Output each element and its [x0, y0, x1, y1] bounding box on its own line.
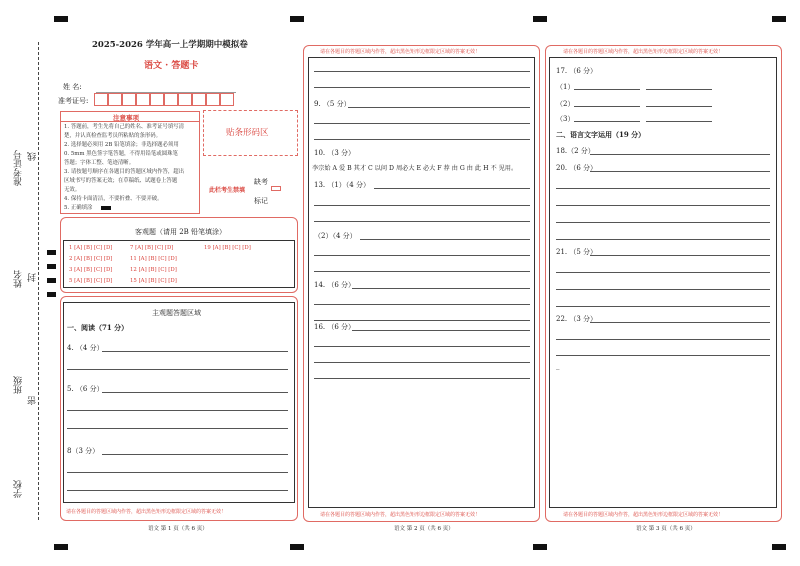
section-reading: 一、阅读（71 分）	[67, 323, 129, 332]
position-mark	[47, 278, 56, 283]
objective-row[interactable]: 19 [A] [B] [C] [D]	[204, 245, 251, 251]
objective-row[interactable]: 5 [A] [B] [C] [D]	[69, 278, 113, 284]
question-22: 22. （3 分）	[556, 315, 598, 323]
answer-line[interactable]	[314, 320, 530, 321]
position-mark	[47, 250, 56, 255]
answer-line[interactable]	[374, 188, 530, 189]
question-17-3: （3）	[556, 115, 575, 123]
answer-line[interactable]	[590, 171, 770, 172]
section-language: 二、语言文字运用（19 分）	[556, 130, 646, 139]
exam-no-cell[interactable]	[206, 93, 220, 106]
absent-label-top: 缺考	[254, 178, 268, 186]
answer-line[interactable]	[646, 121, 712, 122]
answer-line[interactable]	[590, 154, 770, 155]
answer-line[interactable]	[352, 330, 530, 331]
question-18: 18.（2 分）	[556, 147, 595, 155]
panel-3-answer-box	[549, 57, 777, 508]
answer-line[interactable]	[646, 89, 712, 90]
card-subtitle: 语文 · 答题卡	[144, 61, 199, 71]
exam-no-cell[interactable]	[94, 93, 108, 106]
answer-line[interactable]	[314, 123, 530, 124]
note-line: 楚，并认真检查监考员所粘贴的条形码。	[64, 133, 162, 139]
answer-line[interactable]	[314, 71, 530, 72]
objective-row[interactable]: 3 [A] [B] [C] [D]	[69, 267, 113, 273]
warning-text: 请在各题目的答题区域内作答，超出黑色矩形边框限定区域的答案无效！	[320, 49, 481, 55]
answer-line[interactable]	[67, 490, 288, 491]
note-line: 2. 选择题必须用 2B 铅笔填涂；非选择题必须用	[64, 142, 179, 148]
exam-no-label: 准考证号:	[58, 97, 89, 105]
position-mark	[54, 544, 68, 550]
absent-label-bottom: 标记	[254, 197, 268, 205]
answer-line[interactable]	[352, 288, 530, 289]
question-17-2: （2）	[556, 100, 575, 108]
answer-line[interactable]	[314, 87, 530, 88]
question-17-1: （1）	[556, 83, 575, 91]
question-20: 20. （6 分）	[556, 164, 598, 172]
exam-no-cell[interactable]	[136, 93, 150, 106]
exam-no-cell[interactable]	[164, 93, 178, 106]
answer-line[interactable]	[67, 428, 288, 429]
answer-line[interactable]	[556, 339, 770, 340]
answer-line[interactable]	[314, 304, 530, 305]
note-line: 3. 请按题号顺序在各题目的答题区域内作答，超出	[64, 169, 185, 175]
warning-text: 请在各题目的答题区域内作答，超出黑色矩形边框限定区域的答案无效！	[563, 512, 724, 518]
objective-row[interactable]: 1 [A] [B] [C] [D]	[69, 245, 113, 251]
answer-line[interactable]	[348, 107, 530, 108]
objective-row[interactable]: 2 [A] [B] [C] [D]	[69, 256, 113, 262]
answer-line[interactable]	[556, 239, 770, 240]
question-5: 5. （6 分）	[67, 385, 104, 393]
note-line: 0. 5mm 黑色签字笔答题，不得用铅笔或圆珠笔	[64, 151, 178, 157]
notes-divider	[60, 121, 200, 122]
position-mark	[47, 264, 56, 269]
answer-line[interactable]	[556, 306, 770, 307]
exam-no-cell[interactable]	[220, 93, 234, 106]
answer-line[interactable]	[574, 89, 640, 90]
answer-line[interactable]	[556, 205, 770, 206]
position-mark	[772, 16, 786, 22]
side-class: 班级	[14, 376, 24, 394]
side-exam-no: 准考证号	[14, 150, 24, 186]
answer-line[interactable]	[556, 272, 770, 273]
absent-red-label: 此栏考生禁填	[209, 187, 246, 194]
subjective-title: 主观题答题区域	[152, 309, 201, 317]
notes-title: 注意事项	[113, 114, 139, 122]
answer-line[interactable]	[590, 322, 770, 323]
objective-title: 客观题（请用 2B 铅笔填涂）	[135, 228, 227, 236]
answer-line[interactable]	[314, 271, 530, 272]
objective-row[interactable]: 15 [A] [B] [C] [D]	[130, 278, 177, 284]
side-seal: 封	[28, 273, 38, 282]
warning-text: 请在各题目的答题区域内作答，超出黑色矩形边框限定区域的答案无效！	[320, 512, 481, 518]
exam-no-cell[interactable]	[178, 93, 192, 106]
question-10: 10. （3 分）	[314, 149, 356, 157]
exam-no-cell[interactable]	[108, 93, 122, 106]
note-line: 区域书写的答案无效；在草稿纸、试题卷上答题	[64, 178, 178, 184]
trailing-dash: _	[556, 362, 560, 370]
question-17: 17. （6 分）	[556, 67, 598, 75]
question-21: 21. （5 分）	[556, 248, 598, 256]
warning-text: 请在各题目的答题区域内作答，超出黑色矩形边框限定区域的答案无效！	[66, 509, 227, 515]
note-line: 1. 答题前，考生先将自己的姓名、准考证号填写清	[64, 124, 185, 130]
answer-line[interactable]	[360, 239, 530, 240]
filled-bubble-example	[101, 206, 111, 210]
question-4: 4. （4 分）	[67, 344, 104, 352]
answer-line[interactable]	[67, 472, 288, 473]
side-name: 姓名	[14, 270, 24, 288]
question-14: 14. （6 分）	[314, 281, 356, 289]
absent-mark-box[interactable]	[271, 186, 281, 191]
name-label: 姓 名:	[63, 83, 82, 91]
answer-line[interactable]	[314, 255, 530, 256]
answer-line[interactable]	[574, 121, 640, 122]
answer-line[interactable]	[556, 355, 770, 356]
page-footer: 语文 第 2 页（共 6 页）	[394, 526, 454, 532]
barcode-label: 贴条形码区	[226, 128, 269, 138]
warning-text: 请在各题目的答题区域内作答，超出黑色矩形边框限定区域的答案无效！	[563, 49, 724, 55]
page-footer: 语文 第 1 页（共 6 页）	[148, 526, 208, 532]
note-line: 4. 保持卡面清洁，不要折叠、不要弄破。	[64, 196, 163, 202]
note-line: 无效。	[64, 187, 81, 193]
side-secret: 密	[28, 396, 38, 405]
exam-no-cell[interactable]	[150, 93, 164, 106]
answer-line[interactable]	[314, 221, 530, 222]
objective-row[interactable]: 7 [A] [B] [C] [D]	[130, 245, 174, 251]
objective-row[interactable]: 11 [A] [B] [C] [D]	[130, 256, 177, 262]
answer-line[interactable]	[314, 205, 530, 206]
position-mark	[47, 292, 56, 297]
note-line: 答题；字体工整、笔迹清晰。	[64, 160, 135, 166]
answer-line[interactable]	[102, 454, 288, 455]
objective-row[interactable]: 12 [A] [B] [C] [D]	[130, 267, 177, 273]
answer-line[interactable]	[556, 289, 770, 290]
page-footer: 语文 第 3 页（共 6 页）	[636, 526, 696, 532]
position-mark	[533, 544, 547, 550]
position-mark	[54, 16, 68, 22]
answer-line[interactable]	[314, 139, 530, 140]
question-13-1: 13. （1）（4 分）	[314, 181, 370, 189]
answer-line[interactable]	[314, 362, 530, 363]
answer-line[interactable]	[102, 392, 288, 393]
answer-line[interactable]	[102, 351, 288, 352]
answer-line[interactable]	[314, 378, 530, 379]
position-mark	[772, 544, 786, 550]
answer-line[interactable]	[646, 106, 712, 107]
question-10-text: 李宗始 A 爱 B 其才 C 以问 D 周必大 E 必大 F 荐 由 G 由 此 H 不 见用。	[312, 165, 518, 172]
position-mark	[533, 16, 547, 22]
side-line: 线	[28, 152, 38, 161]
answer-line[interactable]	[67, 410, 288, 411]
position-mark	[290, 16, 304, 22]
exam-title: 2025-2026 学年高一上学期期中模拟卷	[92, 40, 248, 50]
answer-line[interactable]	[314, 346, 530, 347]
answer-line[interactable]	[574, 106, 640, 107]
side-school: 学校	[14, 480, 24, 498]
answer-line[interactable]	[556, 188, 770, 189]
question-16: 16. （6 分）	[314, 323, 356, 331]
answer-line[interactable]	[590, 255, 770, 256]
position-mark	[290, 544, 304, 550]
exam-no-cell[interactable]	[122, 93, 136, 106]
question-8: 8（3 分）	[67, 447, 100, 455]
question-13-2: （2）（4 分）	[314, 232, 357, 240]
answer-line[interactable]	[556, 222, 770, 223]
question-9: 9. （5 分）	[314, 100, 351, 108]
note-line: 5. 正确填涂	[64, 205, 93, 211]
exam-no-cell[interactable]	[192, 93, 206, 106]
answer-line[interactable]	[67, 369, 288, 370]
